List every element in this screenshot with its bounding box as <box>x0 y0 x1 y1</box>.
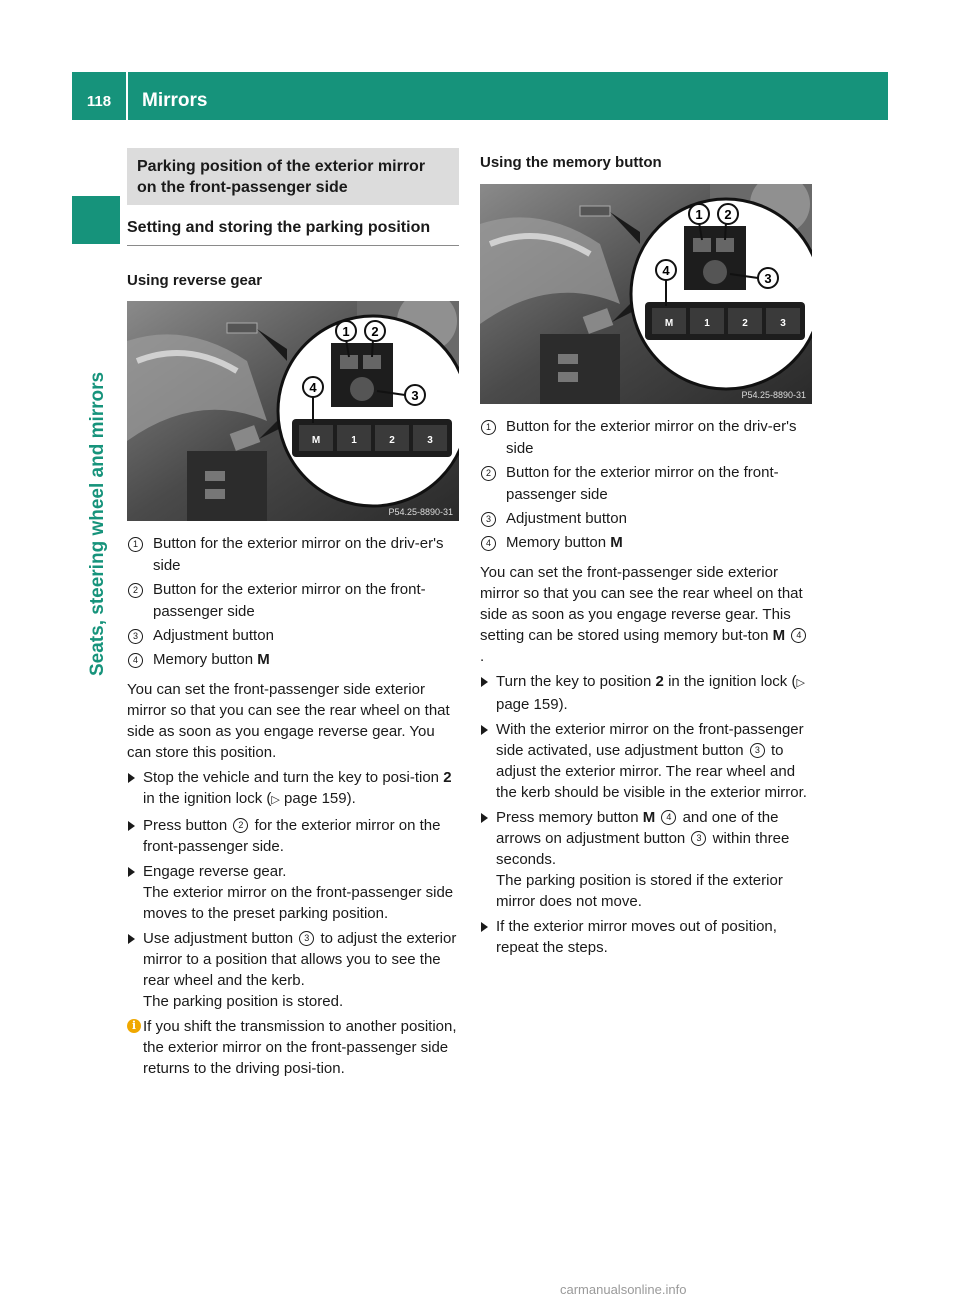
figure-key-2: 2 <box>389 435 395 446</box>
figure-key-3: 3 <box>780 318 786 329</box>
subheading: Setting and storing the parking position <box>127 219 459 246</box>
legend-item <box>127 649 459 671</box>
instruction-steps-2 <box>480 671 812 958</box>
callout-3: 3 <box>764 271 772 286</box>
intro-paragraph-2: You can set the front-passenger side exterior mirror so that you can see the rear wheel on that side as soon as you engage reverse gear. This setting can be stored using memory but-ton M 4. <box>480 562 812 667</box>
minor-heading-memory-button: Using the memory button <box>480 154 662 171</box>
legend-number: 2 <box>128 583 143 598</box>
header-divider <box>126 72 128 120</box>
figure-key-2: 2 <box>742 318 748 329</box>
side-tab-marker <box>72 196 120 244</box>
legend-number: 3 <box>481 512 496 527</box>
intro-paragraph: You can set the front-passenger side exterior mirror so that you can see the rear wheel on that side as soon as you engage reverse gear. You can store this position. <box>127 681 450 761</box>
figure-key-m: M <box>664 318 674 329</box>
step-item: Press button 2 for the exterior mirror on the front-passenger side. <box>127 815 459 857</box>
door-controls-figure-2 <box>480 184 812 404</box>
callout-3: 3 <box>411 388 419 403</box>
figure-code: P54.25-8890-31 <box>388 507 453 517</box>
step-item: With the exterior mirror on the front-passenger side activated, use adjustment button 3 to adjust the exterior mirror. The rear wheel and the kerb should be visible in the exterior mirror. <box>480 719 812 803</box>
step-item: Turn the key to position 2 in the ignition lock (▷ page 159). <box>480 671 812 715</box>
legend-number: 1 <box>128 537 143 552</box>
info-note: i If you shift the transmission to another position, the exterior mirror on the front-passenger side returns to the driving posi-tion. <box>127 1016 459 1079</box>
figure-code: P54.25-8890-31 <box>741 390 806 400</box>
legend-number: 4 <box>128 653 143 668</box>
legend-number: 1 <box>481 420 496 435</box>
legend-item <box>480 508 812 530</box>
legend-item <box>127 625 459 647</box>
callout-2: 2 <box>724 207 732 222</box>
page-reference-link[interactable]: page 159). <box>284 790 356 807</box>
legend-item <box>127 533 459 577</box>
legend-bold: M <box>257 651 270 668</box>
door-controls-illustration <box>127 301 459 521</box>
chapter-title: Mirrors <box>142 90 208 111</box>
info-icon: i <box>127 1019 141 1033</box>
legend-text: Button for the exterior mirror on the front-passenger side <box>506 464 779 503</box>
legend-text: Adjustment button <box>153 627 274 644</box>
instruction-steps <box>127 767 459 1012</box>
legend-text: Button for the exterior mirror on the front-passenger side <box>153 581 426 620</box>
figure-key-m: M <box>311 435 321 446</box>
figure-key-3: 3 <box>427 435 433 446</box>
figure-legend-2 <box>480 416 812 554</box>
figure-legend <box>127 533 459 671</box>
legend-item <box>127 579 459 623</box>
legend-bold: M <box>610 534 623 551</box>
section-title: Parking position of the exterior mirror on the front-passenger side <box>127 148 459 205</box>
legend-number: 2 <box>481 466 496 481</box>
legend-item <box>480 462 812 506</box>
legend-number: 3 <box>128 629 143 644</box>
legend-item <box>480 532 812 554</box>
legend-number: 4 <box>481 536 496 551</box>
watermark: carmanualsonline.info <box>560 1282 687 1297</box>
callout-4: 4 <box>662 263 670 278</box>
side-tab-label: Seats, steering wheel and mirrors <box>87 371 108 676</box>
legend-text: Button for the exterior mirror on the driv-er's side <box>153 535 444 574</box>
callout-4: 4 <box>309 380 317 395</box>
door-controls-illustration-2 <box>480 184 812 404</box>
step-item: Engage reverse gear. The exterior mirror on the front-passenger side moves to the preset parking position. <box>127 861 459 924</box>
legend-text: Memory button <box>153 651 254 668</box>
page-number: 118 <box>86 93 112 110</box>
door-controls-figure <box>127 301 459 521</box>
callout-1: 1 <box>695 207 703 222</box>
step-item: Stop the vehicle and turn the key to posi-tion 2 in the ignition lock (▷ page 159). <box>127 767 459 811</box>
step-item: If the exterior mirror moves out of position, repeat the steps. <box>480 916 812 958</box>
figure-key-1: 1 <box>351 435 357 446</box>
page-ref-icon: ▷ <box>796 677 805 689</box>
legend-text: Adjustment button <box>506 510 627 527</box>
legend-text: Memory button <box>506 534 607 551</box>
legend-item <box>480 416 812 460</box>
minor-heading-reverse-gear: Using reverse gear <box>127 272 263 289</box>
left-column <box>127 148 459 1079</box>
page-ref-icon: ▷ <box>271 794 280 806</box>
step-item: Press memory button M 4 and one of the arrows on adjustment button 3 within three seconds. The parking position is stored if the exterior mirror does not move. <box>480 807 812 912</box>
legend-text: Button for the exterior mirror on the driv-er's side <box>506 418 797 457</box>
step-item: Use adjustment button 3 to adjust the exterior mirror to a position that allows you to see the rear wheel and the kerb. The parking position is stored. <box>127 928 459 1012</box>
callout-2: 2 <box>371 324 379 339</box>
page-reference-link[interactable]: page 159). <box>496 696 568 713</box>
right-column <box>480 148 812 962</box>
callout-1: 1 <box>342 324 350 339</box>
figure-key-1: 1 <box>704 318 710 329</box>
